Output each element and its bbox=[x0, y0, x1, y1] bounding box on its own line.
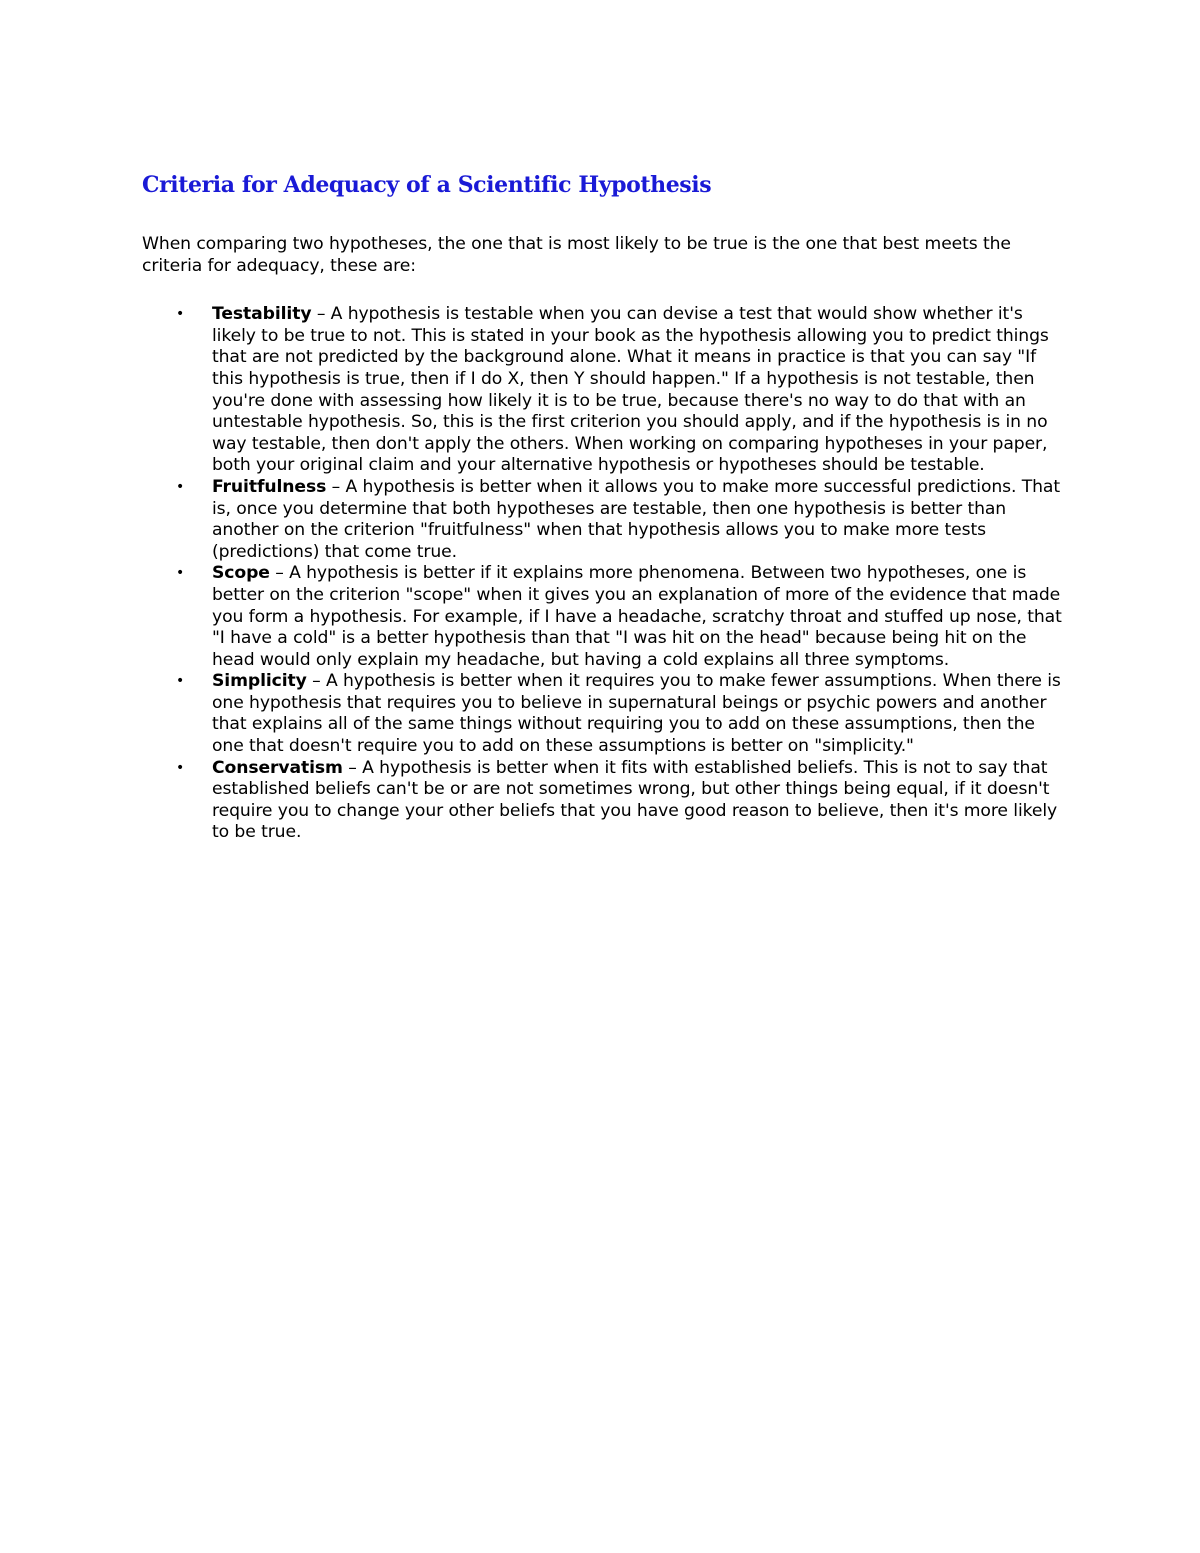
criteria-list bbox=[142, 304, 1067, 844]
criterion-description: – A hypothesis is better when it allows you to make more successful predictions. That is, once you determine that both hypotheses are testable, then one hypothesis is better than another on the criterion "fruitfulness" when that hypothesis allows you to make more tests (predictions) that come true. bbox=[212, 476, 1061, 562]
intro-paragraph: When comparing two hypotheses, the one that is most likely to be true is the one that best meets the criteria for adequacy, these are: bbox=[142, 234, 1011, 276]
criterion-term: Testability bbox=[212, 304, 312, 325]
criterion-description: – A hypothesis is testable when you can devise a test that would show whether it's likely to be true to not. This is stated in your book as the hypothesis allowing you to predict things that are not predicted by the background alone. What it means in practice is that you can say "If this hypothesis is true, then if I do X, then Y should happen." If a hypothesis is not testable, then you're done with assessing how likely it is to be true, because there's no way to do that with an untestable hypothesis. So, this is the first criterion you should apply, and if the hypothesis is in no way testable, then don't apply the others. When working on comparing hypotheses in your paper, both your original claim and your alternative hypothesis or hypotheses should be testable. bbox=[212, 304, 1049, 476]
criterion-fruitfulness bbox=[142, 477, 1067, 563]
criterion-simplicity bbox=[142, 671, 1067, 757]
criterion-term: Conservatism bbox=[212, 757, 343, 778]
criterion-description: – A hypothesis is better when it fits with established beliefs. This is not to say that established beliefs can't be or are not sometimes wrong, but other things being equal, if it doesn't require you to change your other beliefs that you have good reason to believe, then it's more likely to be true. bbox=[212, 757, 1058, 843]
criterion-conservatism bbox=[142, 758, 1067, 844]
criterion-scope bbox=[142, 563, 1067, 671]
criterion-description: – A hypothesis is better when it requires you to make fewer assumptions. When there is one hypothesis that requires you to believe in supernatural beings or psychic powers and another that explains all of the same things without requiring you to add on these assumptions, then the one that doesn't require you to add on these assumptions is better on "simplicity." bbox=[212, 671, 1061, 757]
criterion-term: Scope bbox=[212, 563, 270, 584]
criterion-description: – A hypothesis is better if it explains more phenomena. Between two hypotheses, one is better on the criterion "scope" when it gives you an explanation of more of the evidence that made you form a hypothesis. For example, if I have a headache, scratchy throat and stuffed up nose, that "I have a cold" is a better hypothesis than that "I was hit on the head" because being hit on the head would only explain my headache, but having a cold explains all three symptoms. bbox=[212, 563, 1062, 670]
criterion-testability bbox=[142, 304, 1067, 477]
bullet-icon: • bbox=[176, 306, 185, 323]
document-page bbox=[142, 170, 1067, 844]
bullet-icon: • bbox=[176, 759, 185, 776]
document-title: Criteria for Adequacy of a Scientific Hypothesis bbox=[142, 172, 712, 198]
criterion-term: Fruitfulness bbox=[212, 476, 327, 497]
criterion-term: Simplicity bbox=[212, 671, 307, 692]
bullet-icon: • bbox=[176, 673, 185, 690]
bullet-icon: • bbox=[176, 478, 185, 495]
bullet-icon: • bbox=[176, 565, 185, 582]
